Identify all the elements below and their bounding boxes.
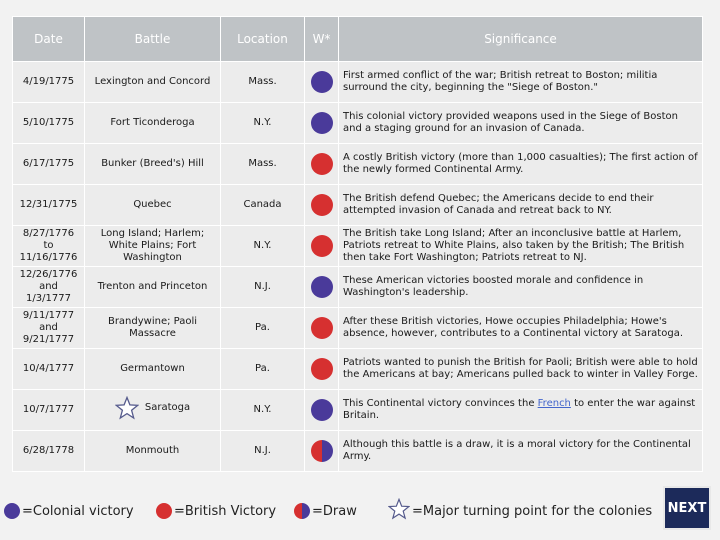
- row-winner: [305, 103, 339, 144]
- row-location: N.J.: [221, 431, 305, 472]
- next-button[interactable]: NEXT: [663, 486, 711, 530]
- table-row: [13, 62, 703, 103]
- british-victory-dot: [156, 503, 172, 519]
- header-location: Location: [221, 17, 305, 62]
- british-victory-dot: [311, 153, 333, 175]
- row-location: Pa.: [221, 349, 305, 390]
- row-date: 8/27/1776 to 11/16/1776: [13, 226, 85, 267]
- row-significance: First armed conflict of the war; British retreat to Boston; militia surround the city, beginning the "Siege of Boston.": [339, 62, 703, 103]
- table-row: [13, 390, 703, 431]
- row-date: 12/31/1775: [13, 185, 85, 226]
- table-row: [13, 144, 703, 185]
- legend-turning-point: [388, 498, 652, 524]
- french-link[interactable]: French: [537, 398, 571, 409]
- row-date: 10/7/1777: [13, 390, 85, 431]
- row-battle: Bunker (Breed's) Hill: [85, 144, 221, 185]
- legend-british-label: =British Victory: [174, 503, 277, 519]
- legend-draw-label: =Draw: [312, 503, 357, 519]
- significance-text-after: to enter the war against Britain.: [343, 398, 696, 421]
- header-significance: Significance: [339, 17, 703, 62]
- row-significance: [339, 390, 703, 431]
- row-location: N.J.: [221, 267, 305, 308]
- row-date: 9/11/1777 and 9/21/1777: [13, 308, 85, 349]
- table-row: [13, 226, 703, 267]
- battle-with-star: [115, 396, 190, 420]
- row-location: N.Y.: [221, 103, 305, 144]
- colonial-victory-dot: [311, 276, 333, 298]
- table-header-row: [13, 17, 703, 62]
- colonial-victory-dot: [311, 399, 333, 421]
- row-battle: Trenton and Princeton: [85, 267, 221, 308]
- colonial-victory-dot: [4, 503, 20, 519]
- row-winner: [305, 62, 339, 103]
- row-winner: [305, 185, 339, 226]
- table-row: [13, 431, 703, 472]
- british-victory-dot: [311, 317, 333, 339]
- table-row: [13, 267, 703, 308]
- draw-dot: [311, 440, 333, 462]
- star-outline-icon: [115, 396, 139, 420]
- legend-british: [156, 498, 276, 524]
- row-battle: Monmouth: [85, 431, 221, 472]
- british-victory-dot: [311, 358, 333, 380]
- table-row: [13, 103, 703, 144]
- row-winner: [305, 390, 339, 431]
- row-winner: [305, 349, 339, 390]
- draw-dot: [294, 503, 310, 519]
- legend-turning-point-label: =Major turning point for the colonies: [412, 503, 653, 519]
- row-battle: Saratoga: [144, 402, 191, 413]
- table-row: [13, 308, 703, 349]
- row-significance: Although this battle is a draw, it is a moral victory for the Continental Army.: [339, 431, 703, 472]
- row-significance: A costly British victory (more than 1,000 casualties); The first action of the newly formed Continental Army.: [339, 144, 703, 185]
- row-date: 5/10/1775: [13, 103, 85, 144]
- row-winner: [305, 431, 339, 472]
- legend-colonial: [4, 498, 134, 524]
- row-battle-cell: [85, 390, 221, 431]
- header-battle: Battle: [85, 17, 221, 62]
- row-winner: [305, 226, 339, 267]
- row-location: Pa.: [221, 308, 305, 349]
- row-significance: After these British victories, Howe occupies Philadelphia; Howe's absence, however, contributes to a Continental victory at Saratoga.: [339, 308, 703, 349]
- row-significance: Patriots wanted to punish the British for Paoli; British were able to hold the Americans at bay; Americans pulled back to winter in Valley Forge.: [339, 349, 703, 390]
- colonial-victory-dot: [311, 71, 333, 93]
- star-outline-icon: [388, 498, 410, 524]
- battles-table: [12, 16, 703, 472]
- row-significance: The British take Long Island; After an inconclusive battle at Harlem, Patriots retreat to White Plains, also taken by the British; The British then take Fort Washington; Patriots retreat to NJ.: [339, 226, 703, 267]
- row-date: 10/4/1777: [13, 349, 85, 390]
- header-winner: W*: [305, 17, 339, 62]
- row-location: N.Y.: [221, 390, 305, 431]
- row-significance: These American victories boosted morale and confidence in Washington's leadership.: [339, 267, 703, 308]
- header-date: Date: [13, 17, 85, 62]
- row-location: Mass.: [221, 62, 305, 103]
- significance-text-before: This Continental victory convinces the: [343, 398, 538, 409]
- row-date: 12/26/1776 and 1/3/1777: [13, 267, 85, 308]
- row-significance: The British defend Quebec; the Americans decide to end their attempted invasion of Canada and retreat back to NY.: [339, 185, 703, 226]
- row-date: 4/19/1775: [13, 62, 85, 103]
- row-battle: Brandywine; Paoli Massacre: [85, 308, 221, 349]
- british-victory-dot: [311, 194, 333, 216]
- legend-draw: [294, 498, 357, 524]
- table-row: [13, 349, 703, 390]
- row-location: N.Y.: [221, 226, 305, 267]
- legend: [0, 498, 720, 524]
- row-battle: Germantown: [85, 349, 221, 390]
- row-location: Mass.: [221, 144, 305, 185]
- colonial-victory-dot: [311, 112, 333, 134]
- row-battle: Long Island; Harlem; White Plains; Fort Washington: [85, 226, 221, 267]
- row-date: 6/28/1778: [13, 431, 85, 472]
- british-victory-dot: [311, 235, 333, 257]
- table-row: [13, 185, 703, 226]
- row-significance: This colonial victory provided weapons used in the Siege of Boston and a staging ground for an invasion of Canada.: [339, 103, 703, 144]
- row-battle: Quebec: [85, 185, 221, 226]
- row-location: Canada: [221, 185, 305, 226]
- row-battle: Lexington and Concord: [85, 62, 221, 103]
- row-date: 6/17/1775: [13, 144, 85, 185]
- row-winner: [305, 144, 339, 185]
- row-winner: [305, 267, 339, 308]
- legend-colonial-label: =Colonial victory: [22, 503, 134, 519]
- row-winner: [305, 308, 339, 349]
- row-battle: Fort Ticonderoga: [85, 103, 221, 144]
